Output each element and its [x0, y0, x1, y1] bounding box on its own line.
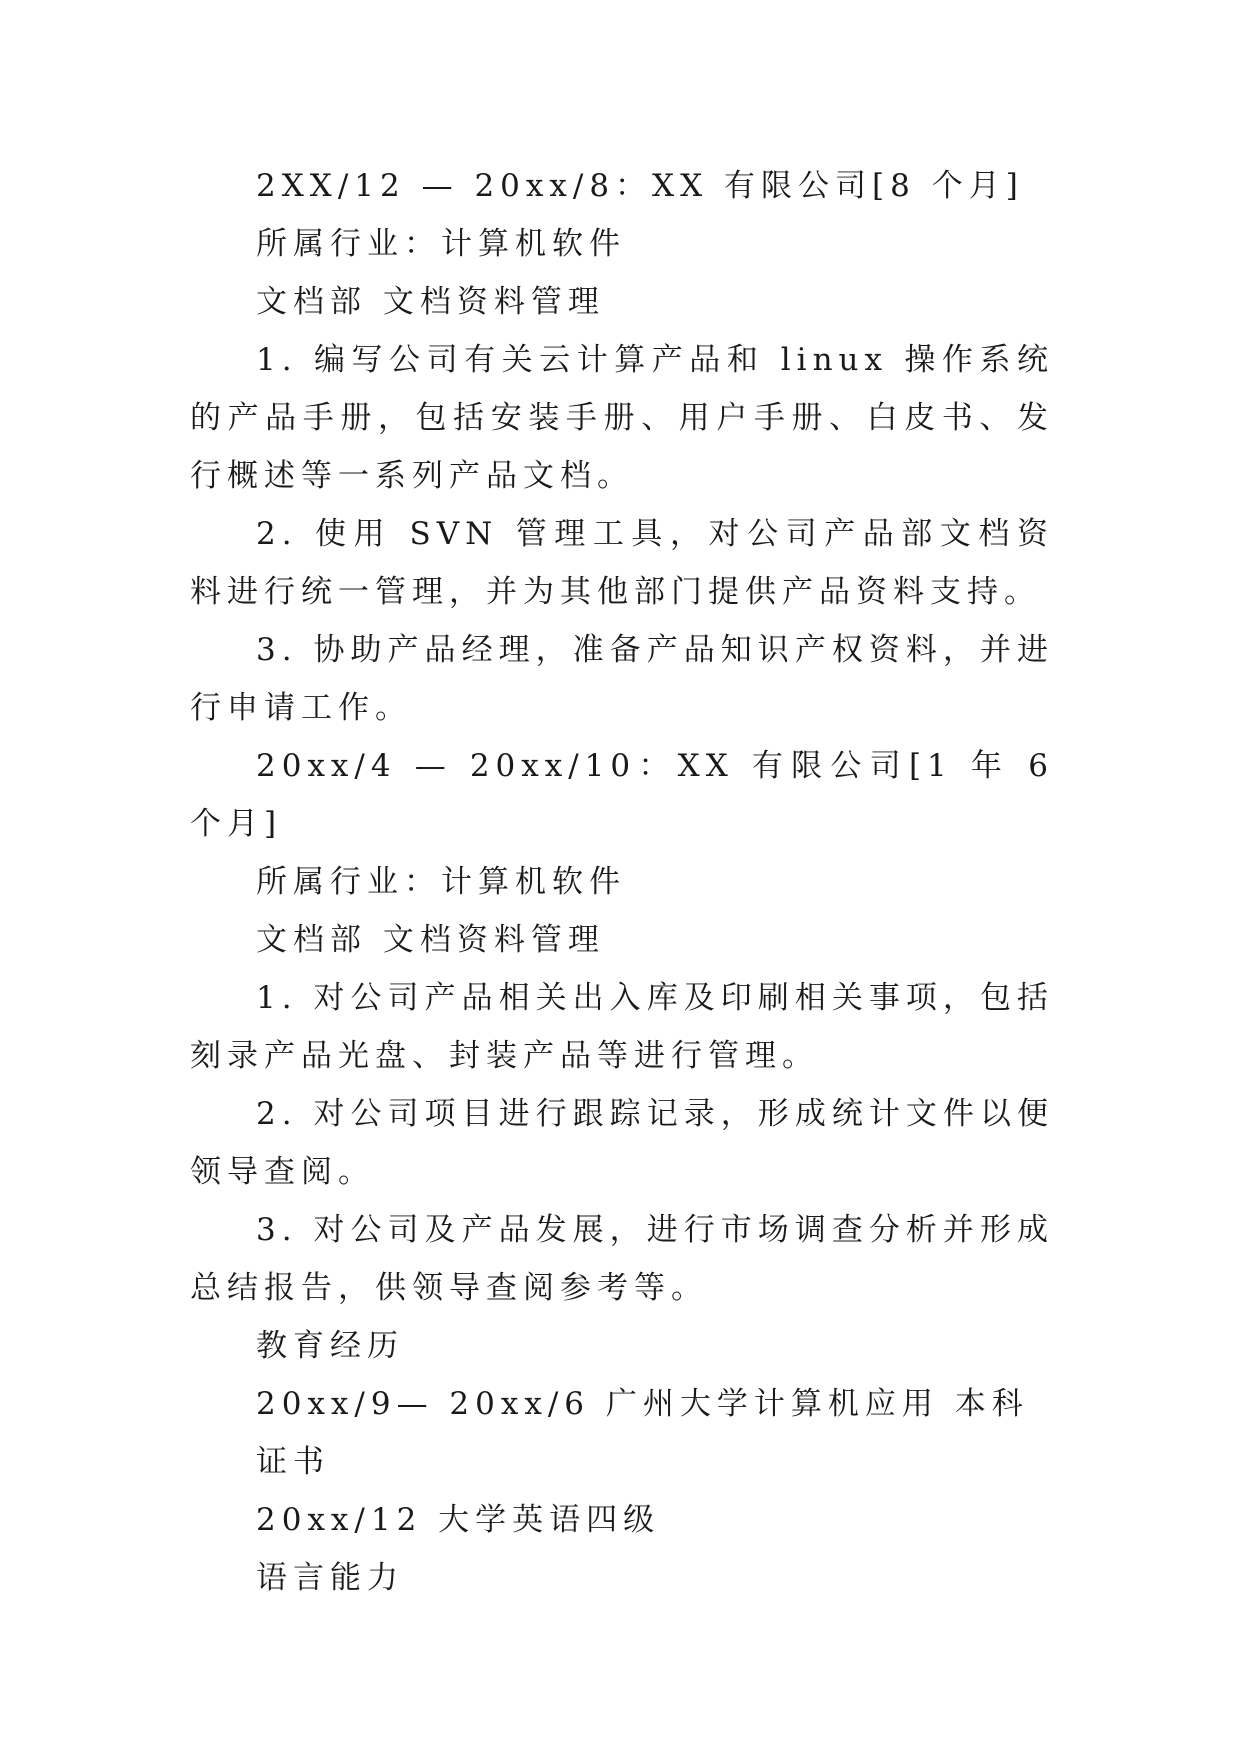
job-period-1: 2XX/12 — 20xx/8：XX 有限公司[8 个月] [256, 168, 1024, 204]
certificate-entry: 20xx/12 大学英语四级 [256, 1502, 661, 1538]
education-heading: 教育经历 [256, 1328, 404, 1364]
duty-item-1-3: 3. 协助产品经理，准备产品知识产权资料，并进行申请工作。 [190, 632, 1054, 726]
duty-item-1-2: 2. 使用 SVN 管理工具，对公司产品部文档资料进行统一管理，并为其他部门提供产品资料支持。 [190, 516, 1054, 610]
job-period-2: 20xx/4 — 20xx/10：XX 有限公司[1 年 6 个月] [190, 748, 1054, 842]
duty-item-2-3: 3. 对公司及产品发展，进行市场调查分析并形成总结报告，供领导查阅参考等。 [190, 1212, 1054, 1306]
industry-line-1: 所属行业：计算机软件 [256, 226, 626, 262]
certificate-heading: 证书 [256, 1444, 330, 1480]
duty-item-2-1: 1. 对公司产品相关出入库及印刷相关事项，包括刻录产品光盘、封装产品等进行管理。 [190, 980, 1054, 1074]
education-entry: 20xx/9— 20xx/6 广州大学计算机应用 本科 [256, 1386, 1029, 1422]
duty-item-1-1: 1. 编写公司有关云计算产品和 linux 操作系统的产品手册，包括安装手册、用户手册、白皮书、发行概述等一系列产品文档。 [190, 342, 1054, 494]
duty-item-2-2: 2. 对公司项目进行跟踪记录，形成统计文件以便领导查阅。 [190, 1096, 1054, 1190]
department-line-1: 文档部 文档资料管理 [256, 284, 605, 320]
industry-line-2: 所属行业：计算机软件 [256, 864, 626, 900]
department-line-2: 文档部 文档资料管理 [256, 922, 605, 958]
language-heading: 语言能力 [256, 1560, 404, 1596]
document-body [190, 157, 1054, 1607]
